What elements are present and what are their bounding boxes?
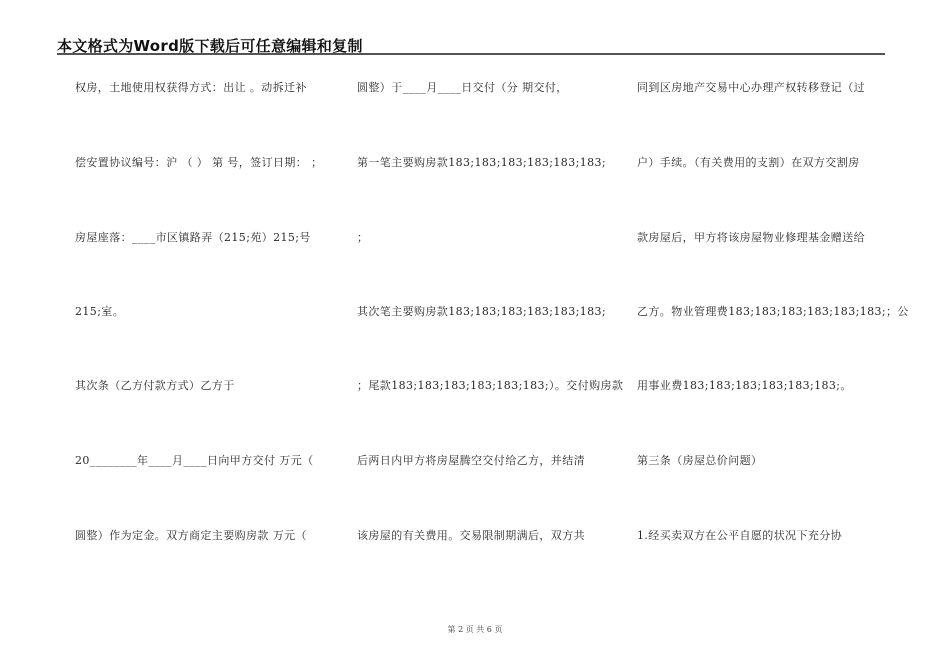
page-number: 第 2 页 共 6 页 <box>447 625 503 634</box>
text-line: 房屋座落：____市区镇路弄（215;苑）215;号 <box>75 231 311 244</box>
text-line: 户）手续。（有关费用的支割）在双方交割房 <box>637 156 860 169</box>
text-line: 款房屋后，甲方将该房屋物业修理基金赠送给 <box>637 231 865 244</box>
text-column-1 <box>75 0 325 672</box>
text-line: 用事业费183;183;183;183;183;183;。 <box>637 379 852 392</box>
text-column-3 <box>637 0 909 672</box>
text-line: 其次条（乙方付款方式）乙方于 <box>75 379 235 392</box>
text-line: 圆整）作为定金。双方商定主要购房款 万元（ <box>75 529 307 542</box>
text-line: 215;室。 <box>75 305 125 318</box>
text-line: 第三条（房屋总价问题） <box>637 454 763 467</box>
text-line: 其次笔主要购房款183;183;183;183;183;183; <box>357 305 607 318</box>
text-line: 权房，土地使用权获得方式：出让 。动拆迁补 <box>75 81 307 94</box>
text-line: 同到区房地产交易中心办理产权转移登记（过 <box>637 81 865 94</box>
text-line: 后两日内甲方将房屋腾空交付给乙方，并结清 <box>357 454 585 467</box>
text-line: ；尾款183;183;183;183;183;183;）。交付购房款 <box>357 379 624 392</box>
text-line: 20________年____月____日向甲方交付 万元（ <box>75 454 314 467</box>
text-column-2 <box>357 0 624 672</box>
text-line: 1.经买卖双方在公平自愿的状况下充分协 <box>637 529 843 542</box>
text-line: 第一笔主要购房款183;183;183;183;183;183; <box>357 156 607 169</box>
text-line: ； <box>357 231 369 244</box>
text-line: 偿安置协议编号：沪 （ ） 第 号，签订日期： ； <box>75 156 323 169</box>
text-line: 乙方。物业管理费183;183;183;183;183;183;；公 <box>637 305 909 318</box>
document-header-title: 本文格式为Word版下载后可任意编辑和复制 <box>57 37 363 55</box>
text-line: 圆整）于____月____日交付（分 期交付， <box>357 81 568 94</box>
text-line: 该房屋的有关费用。交易限制期满后，双方共 <box>357 529 585 542</box>
